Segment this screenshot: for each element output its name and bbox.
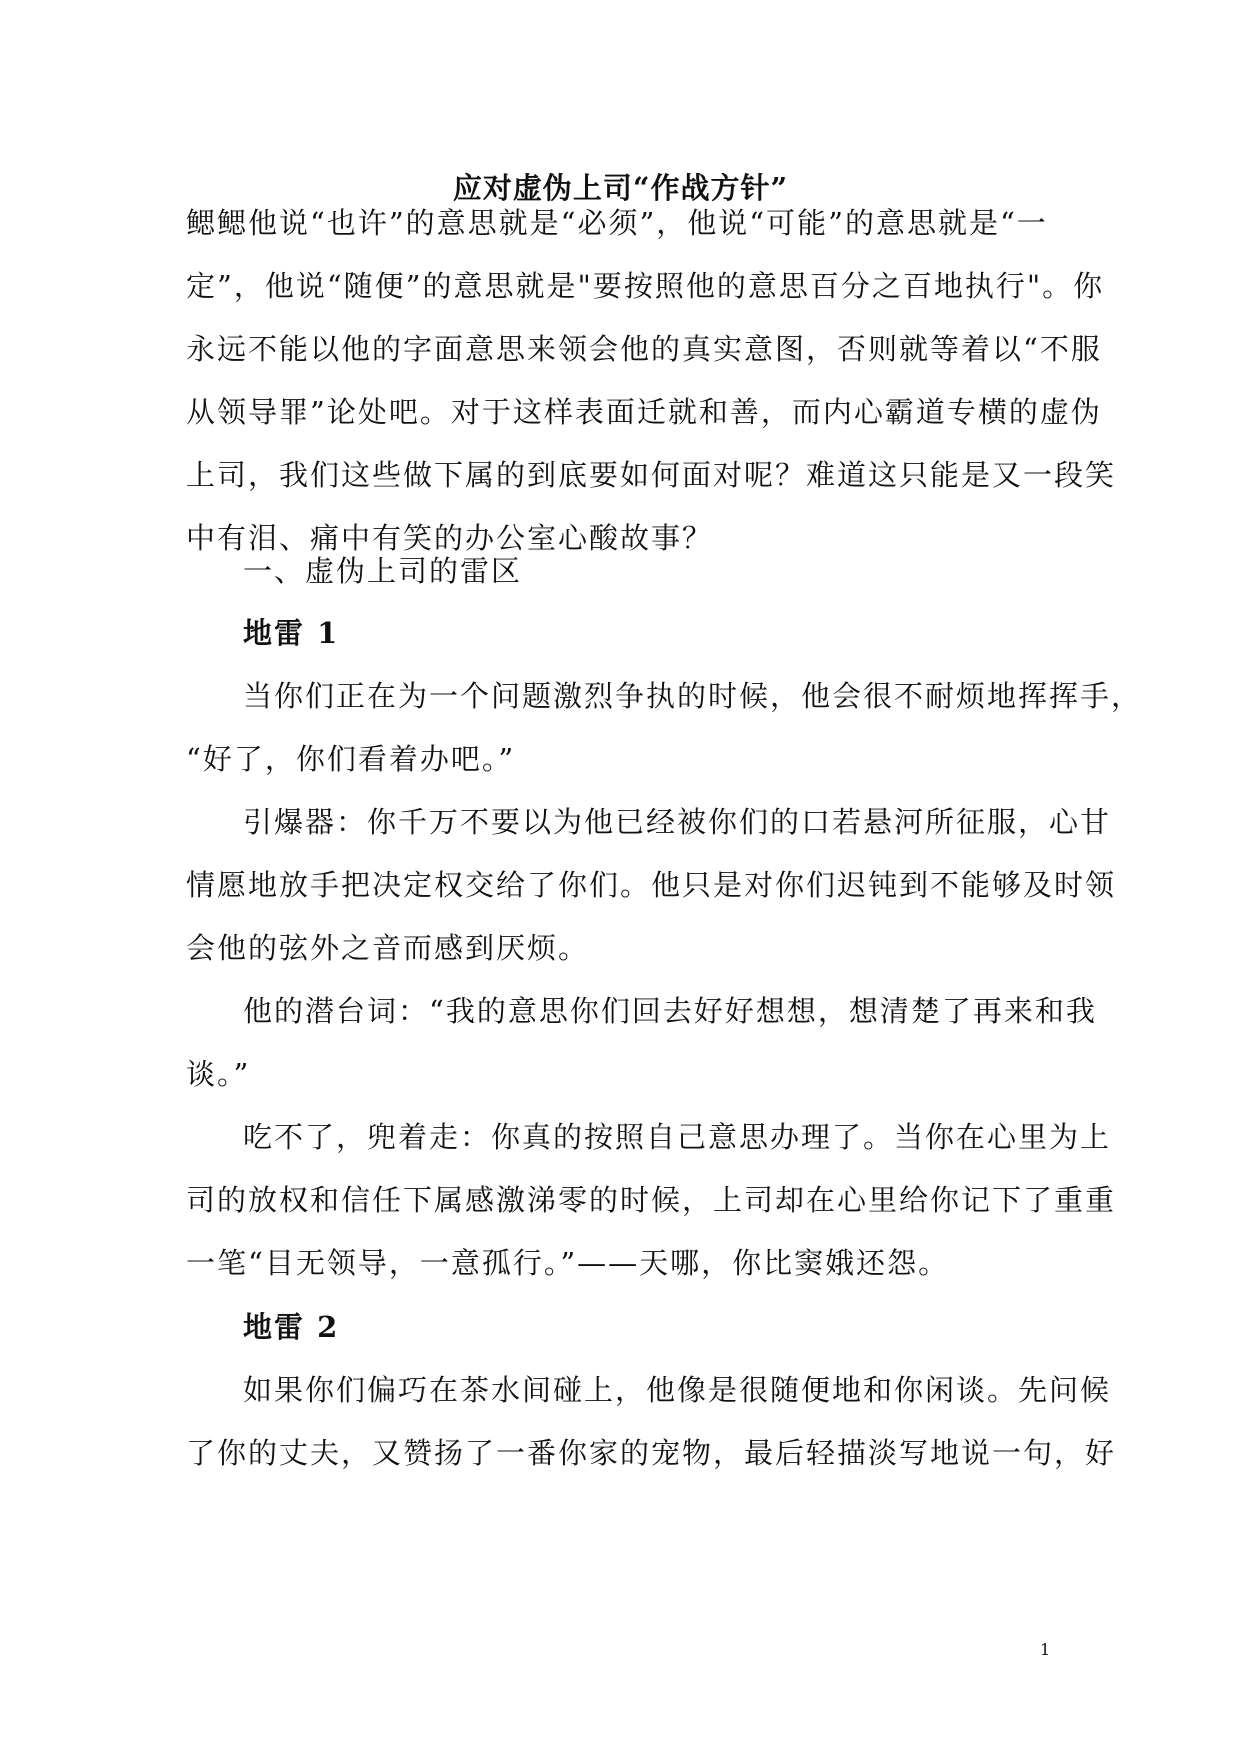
section-heading-block [186,540,1066,603]
intro-line: 上司，我们这些做下属的到底要如何面对呢？难道这只能是又一段笑 [186,458,1117,492]
section-heading: 一、虚伪上司的雷区 [243,554,523,588]
intro-line: 鳃鳃他说“也许”的意思就是“必须”，他说“可能”的意思就是“一 [186,206,1048,240]
mine1-section [186,602,1143,1295]
document-title: 应对虚伪上司“作战方针” [452,171,789,205]
intro-line: 永远不能以他的字面意思来领会他的真实意图，否则就等着以“不服 [186,332,1102,366]
mine1-p2-line: 引爆器：你千万不要以为他已经被你们的口若悬河所征服，心甘 [243,805,1112,839]
mine1-p4-line: 吃不了，兜着走：你真的按照自己意思办理了。当你在心里为上 [243,1120,1112,1154]
mine1-p3-line: 谈。” [186,1057,251,1091]
mine1-p4-line: 一笔“目无领导，一意孤行。”——天哪，你比窦娥还怨。 [186,1246,950,1280]
intro-line: 从领导罪”论处吧。对于这样表面迁就和善，而内心霸道专横的虚伪 [186,395,1102,429]
mine1-p4-line: 司的放权和信任下属感激涕零的时候，上司却在心里给你记下了重重 [186,1183,1117,1217]
page-number: 1 [1040,1640,1051,1659]
mine2-p1-line: 如果你们偏巧在茶水间碰上，他像是很随便地和你闲谈。先问候 [243,1373,1112,1407]
mine1-p1-line: “好了，你们看着办吧。” [186,742,516,776]
mine1-p2-line: 会他的弦外之音而感到厌烦。 [186,931,590,965]
mine1-p1-line: 当你们正在为一个问题激烈争执的时候，他会很不耐烦地挥挥手， [243,679,1143,713]
mine1-p2-line: 情愿地放手把决定权交给了你们。他只是对你们迟钝到不能够及时领 [186,868,1117,902]
mine2-section [186,1296,1117,1485]
mine1-heading: 地雷 1 [243,616,340,650]
mine2-heading: 地雷 2 [243,1310,340,1344]
intro-line: 定”，他说“随便”的意思就是"要按照他的意思百分之百地执行"。你 [186,269,1105,303]
mine2-p1-line: 了你的丈夫，又赞扬了一番你家的宠物，最后轻描淡写地说一句，好 [186,1436,1117,1470]
mine1-p3-line: 他的潜台词：“我的意思你们回去好好想想，想清楚了再来和我 [243,994,1097,1028]
intro-line: 中有泪、痛中有笑的办公室心酸故事？ [186,521,714,555]
intro-paragraph [186,192,1117,570]
